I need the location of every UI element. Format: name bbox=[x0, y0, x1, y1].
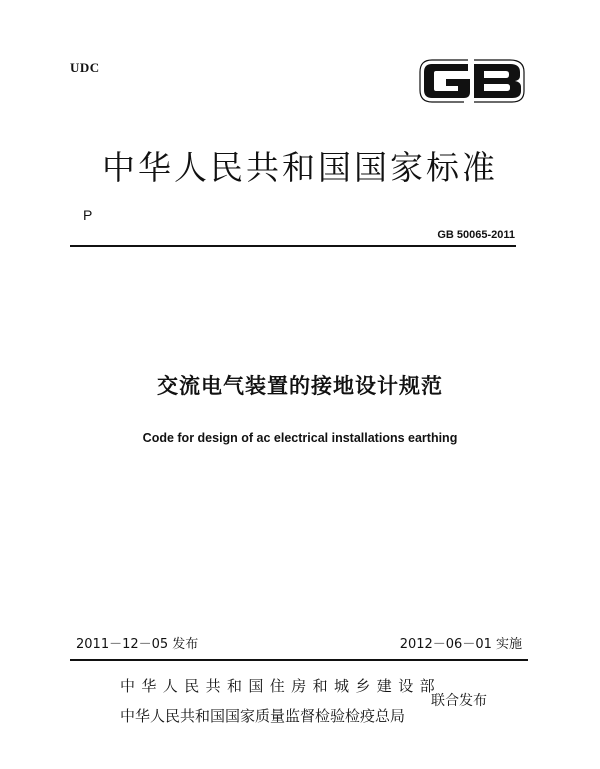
implementation-date: 2012－06－01 实施 bbox=[399, 637, 522, 652]
bottom-divider bbox=[70, 659, 528, 661]
title-chinese: 交流电气装置的接地设计规范 bbox=[157, 374, 443, 398]
udc-label: UDC bbox=[70, 60, 100, 75]
top-divider bbox=[70, 245, 516, 247]
title-english: Code for design of ac electrical installations earthing bbox=[142, 431, 458, 445]
category-code: P bbox=[83, 207, 93, 223]
standard-type-heading: 中华人民共和国国家标准 bbox=[102, 148, 498, 187]
standard-number: GB 50065-2011 bbox=[437, 229, 515, 241]
gb-logo bbox=[418, 56, 526, 106]
issuer-administration: 中华人民共和国国家质量监督检验检疫总局 bbox=[120, 707, 406, 725]
joint-release-label: 联合发布 bbox=[431, 693, 487, 709]
issuer-ministry: 中华人民共和国住房和城乡建设部 bbox=[120, 677, 442, 695]
issue-date: 2011－12－05 发布 bbox=[76, 637, 199, 652]
